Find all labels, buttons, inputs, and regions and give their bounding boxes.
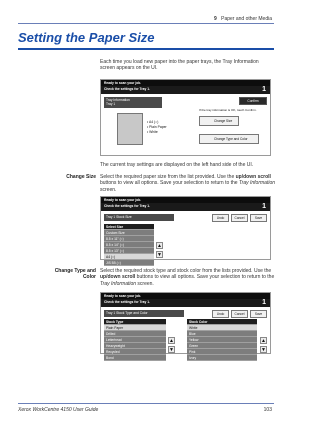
stock-type-color-screen bbox=[100, 292, 271, 360]
job-number: 1 bbox=[262, 86, 266, 93]
spec-color: • White bbox=[147, 130, 158, 134]
status-bar: Ready to scan your job. bbox=[101, 80, 270, 86]
paper-tray-icon bbox=[117, 113, 143, 145]
change-size-label: Change Size bbox=[66, 174, 96, 180]
change-type-color-button[interactable]: Change Type and Color bbox=[199, 134, 259, 144]
status-bar: Ready to scan your job. bbox=[101, 197, 270, 203]
spec-type: • Plain Paper bbox=[147, 125, 167, 129]
list-item-selected[interactable]: Plain Paper bbox=[104, 325, 166, 331]
list-item[interactable]: Drilled bbox=[104, 331, 166, 337]
color-scroll-down-button[interactable]: ▼ bbox=[261, 347, 266, 353]
running-header bbox=[214, 16, 272, 22]
size-list bbox=[104, 224, 154, 266]
prompt-bar bbox=[101, 203, 270, 211]
page-number: 103 bbox=[263, 407, 272, 413]
save-button[interactable]: Save bbox=[250, 214, 267, 222]
confirm-hint: If the tray information is OK, touch Confirm. bbox=[199, 108, 257, 112]
caption-paragraph: The current tray settings are displayed on the left hand side of the UI. bbox=[100, 162, 254, 168]
job-number: 1 bbox=[262, 299, 266, 306]
list-item-selected[interactable]: White bbox=[187, 325, 257, 331]
scroll-down-button[interactable]: ▼ bbox=[157, 252, 162, 258]
list-item[interactable]: JIS B5 (○) bbox=[104, 260, 154, 266]
type-scroll-up-button[interactable]: ▲ bbox=[169, 338, 174, 344]
list-header: Stock Type bbox=[104, 319, 166, 325]
prompt-text: Check the settings for Tray 1. bbox=[104, 300, 150, 304]
chapter-title: Paper and other Media bbox=[221, 16, 272, 22]
status-bar: Ready to scan your job. bbox=[101, 293, 270, 299]
prompt-bar bbox=[101, 299, 270, 307]
cancel-button[interactable]: Cancel bbox=[231, 310, 248, 318]
change-type-paragraph: Select the required stock type and stock color from the lists provided. Use the up/down scroll buttons to view all options. Save your selection to return to the Tray Information screen. bbox=[100, 268, 275, 287]
footer-guide-title: Xerox WorkCentre 4150 User Guide bbox=[18, 407, 99, 413]
list-item[interactable]: 8.5 x 13" (○) bbox=[104, 248, 154, 254]
page-title: Setting the Paper Size bbox=[18, 30, 155, 45]
list-item[interactable]: 8.5 x 11" (○) bbox=[104, 236, 154, 242]
change-type-label: Change Type and Color bbox=[54, 268, 96, 281]
tray-info-title: Tray Information bbox=[106, 98, 130, 102]
stock-color-list bbox=[187, 319, 257, 361]
title-rule bbox=[18, 48, 274, 50]
tray-label: Tray 1 Stock Size bbox=[104, 214, 174, 221]
list-item[interactable]: Ivory bbox=[187, 355, 257, 361]
color-scroll-up-button[interactable]: ▲ bbox=[261, 338, 266, 344]
list-item[interactable]: Blue bbox=[187, 331, 257, 337]
stock-size-screen bbox=[100, 196, 271, 265]
save-button[interactable]: Save bbox=[250, 310, 267, 318]
list-item[interactable]: Pink bbox=[187, 349, 257, 355]
change-size-button[interactable]: Change Size bbox=[199, 116, 239, 126]
type-scroll-down-button[interactable]: ▼ bbox=[169, 347, 174, 353]
tray-specs bbox=[147, 120, 167, 135]
list-item-selected[interactable]: A4 (○) bbox=[104, 254, 154, 260]
spec-size: • A4 (○) bbox=[147, 120, 159, 124]
list-item[interactable]: Green bbox=[187, 343, 257, 349]
list-item[interactable]: Custom Size bbox=[104, 230, 154, 236]
list-item[interactable]: Letterhead bbox=[104, 337, 166, 343]
list-item[interactable]: Recycled bbox=[104, 349, 166, 355]
stock-type-list bbox=[104, 319, 166, 361]
tray-information-screen bbox=[100, 79, 271, 156]
job-number: 1 bbox=[262, 203, 266, 210]
chapter-number: 9 bbox=[213, 16, 217, 22]
list-item[interactable]: Yellow bbox=[187, 337, 257, 343]
undo-button[interactable]: Undo bbox=[212, 214, 229, 222]
intro-paragraph: Each time you load new paper into the paper trays, the Tray Information screen appears on the UI. bbox=[100, 59, 259, 72]
cancel-button[interactable]: Cancel bbox=[231, 214, 248, 222]
header-rule bbox=[18, 23, 274, 24]
change-size-paragraph: Select the required paper size from the list provided. Use the up/down scroll buttons to view all options. Save your selection to return to the Tray Information screen. bbox=[100, 174, 275, 193]
footer-rule bbox=[18, 403, 274, 404]
tray-info-box bbox=[104, 97, 162, 108]
tray-label: Tray 1 Stock Type and Color bbox=[104, 310, 184, 317]
list-item[interactable]: Heavyweight bbox=[104, 343, 166, 349]
prompt-bar bbox=[101, 86, 270, 94]
prompt-text: Check the settings for Tray 1. bbox=[104, 87, 150, 91]
list-item[interactable]: Bond bbox=[104, 355, 166, 361]
list-header: Stock Color bbox=[187, 319, 257, 325]
scroll-up-button[interactable]: ▲ bbox=[157, 243, 162, 249]
prompt-text: Check the settings for Tray 1. bbox=[104, 204, 150, 208]
list-header: Select Size bbox=[104, 224, 154, 230]
list-item[interactable]: 8.5 x 14" (○) bbox=[104, 242, 154, 248]
undo-button[interactable]: Undo bbox=[212, 310, 229, 318]
confirm-button[interactable]: Confirm bbox=[239, 97, 267, 105]
tray-info-name: Tray 1 bbox=[106, 102, 116, 106]
